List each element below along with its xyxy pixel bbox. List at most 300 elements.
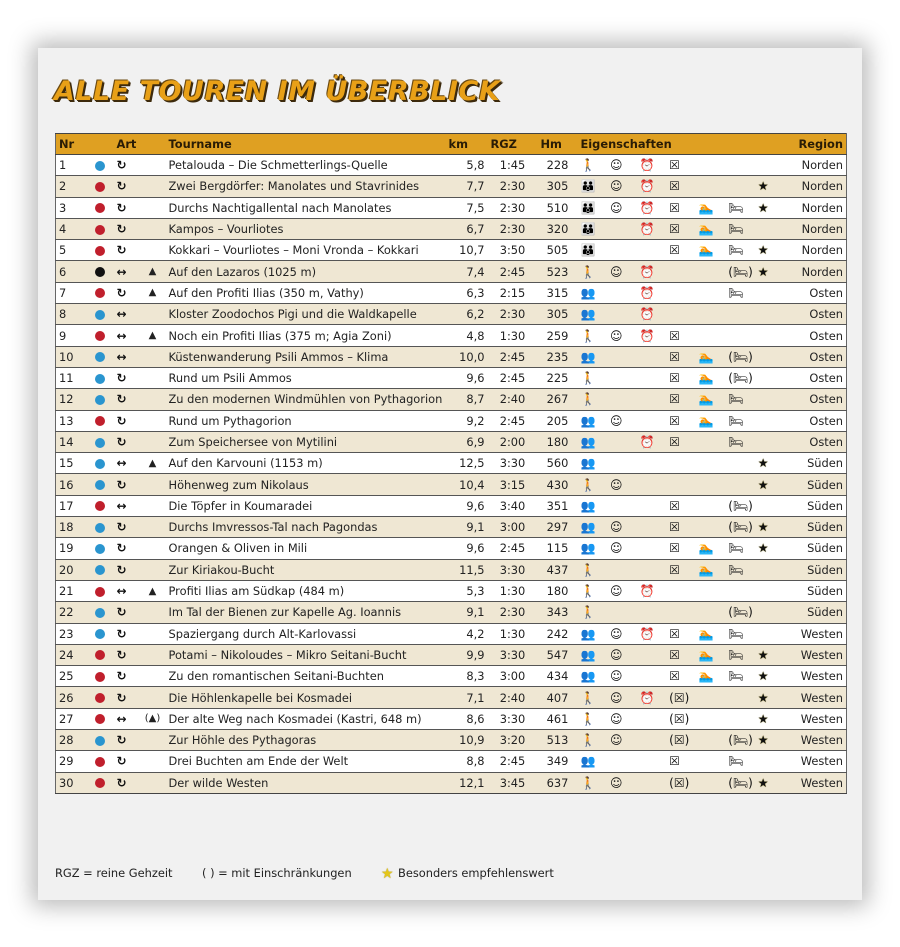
- view-icon: ☺: [610, 179, 623, 194]
- cell-km: 8,8: [446, 751, 488, 772]
- table-row: [56, 367, 847, 388]
- difficulty-dot-icon: [95, 438, 105, 448]
- one-way-route-icon: ↔: [116, 498, 127, 513]
- cell-difficulty: [86, 282, 114, 303]
- cell-hm: 407: [538, 687, 578, 708]
- cell-eigenschaften: [578, 538, 783, 559]
- cell-km: 9,6: [446, 495, 488, 516]
- cell-eigenschaften: [578, 708, 783, 729]
- loop-route-icon: ↻: [116, 285, 127, 300]
- view-icon: ☺: [610, 413, 623, 428]
- star-icon: ★: [381, 866, 394, 882]
- cell-summit: [140, 772, 166, 793]
- cell-km: 6,7: [446, 218, 488, 239]
- cell-km: 10,0: [446, 346, 488, 367]
- cell-rgz: 3:50: [488, 240, 538, 261]
- loop-route-icon: ↻: [116, 243, 127, 258]
- cell-nr: 3: [56, 197, 86, 218]
- cell-tourname: Noch ein Profiti Ilias (375 m; Agia Zoni): [166, 325, 446, 346]
- cell-region: Osten: [783, 282, 847, 303]
- cell-km: 8,6: [446, 708, 488, 729]
- loop-route-icon: ↻: [116, 626, 127, 641]
- cell-km: 4,2: [446, 623, 488, 644]
- cell-eigenschaften: [578, 389, 783, 410]
- cell-art: [114, 453, 140, 474]
- cell-region: Westen: [783, 666, 847, 687]
- cell-km: 9,2: [446, 410, 488, 431]
- col-tourname: Tourname: [166, 134, 446, 155]
- cell-summit: [140, 218, 166, 239]
- cell-tourname: Kloster Zoodochos Pigi und die Waldkapelle: [166, 304, 446, 325]
- cell-hm: 180: [538, 580, 578, 601]
- cell-art: [114, 240, 140, 261]
- cell-eigenschaften: [578, 261, 783, 282]
- table-row: [56, 708, 847, 729]
- cell-summit: [140, 559, 166, 580]
- page-title: ALLE TOUREN IM ÜBERBLICK: [54, 76, 501, 107]
- no-shade-icon: ☒: [669, 243, 680, 258]
- difficulty-dot-icon: [95, 587, 105, 597]
- cell-region: Süden: [783, 453, 847, 474]
- cell-nr: 24: [56, 644, 86, 665]
- group-hikers-icon: 👥: [580, 307, 596, 322]
- difficulty-dot-icon: [95, 714, 105, 724]
- cell-region: Norden: [783, 240, 847, 261]
- loop-route-icon: ↻: [116, 647, 127, 662]
- hiker-icon: 🚶: [580, 328, 596, 343]
- loop-route-icon: ↻: [116, 435, 127, 449]
- cell-rgz: 2:45: [488, 751, 538, 772]
- cell-summit: [140, 240, 166, 261]
- cell-eigenschaften: [578, 282, 783, 303]
- group-hikers-icon: 👥: [580, 520, 596, 535]
- cell-eigenschaften: [578, 197, 783, 218]
- difficulty-dot-icon: [95, 650, 105, 660]
- cell-km: 10,4: [446, 474, 488, 495]
- accommodation-icon: 🛏: [728, 435, 744, 449]
- difficulty-dot-icon: [95, 416, 105, 426]
- alarm-clock-icon: ⏰: [639, 285, 655, 300]
- table-row: [56, 559, 847, 580]
- table-row: [56, 240, 847, 261]
- view-icon: ☺: [610, 584, 623, 599]
- view-icon: ☺: [610, 775, 623, 790]
- cell-nr: 23: [56, 623, 86, 644]
- star-icon: ★: [757, 711, 769, 726]
- cell-hm: 225: [538, 367, 578, 388]
- col-art: Art: [114, 134, 140, 155]
- cell-region: Süden: [783, 602, 847, 623]
- cell-summit: [140, 517, 166, 538]
- cell-art: [114, 304, 140, 325]
- cell-tourname: Im Tal der Bienen zur Kapelle Ag. Ioannis: [166, 602, 446, 623]
- cell-eigenschaften: [578, 751, 783, 772]
- no-shade-icon: ☒: [669, 413, 680, 428]
- alarm-clock-icon: ⏰: [639, 584, 655, 599]
- cell-km: 9,1: [446, 517, 488, 538]
- loop-route-icon: ↻: [116, 477, 127, 492]
- swimming-icon: 🏊: [698, 222, 714, 237]
- cell-rgz: 2:45: [488, 261, 538, 282]
- cell-difficulty: [86, 538, 114, 559]
- cell-hm: 267: [538, 389, 578, 410]
- cell-nr: 28: [56, 730, 86, 751]
- cell-summit: [140, 346, 166, 367]
- cell-summit: [140, 751, 166, 772]
- difficulty-dot-icon: [95, 182, 105, 192]
- cell-art: [114, 218, 140, 239]
- accommodation-icon: 🛏: [728, 541, 744, 556]
- cell-summit: ▲: [140, 580, 166, 601]
- cell-art: [114, 687, 140, 708]
- cell-eigenschaften: [578, 517, 783, 538]
- cell-rgz: 2:30: [488, 602, 538, 623]
- hiker-icon: 🚶: [580, 733, 596, 748]
- no-shade-icon: ☒: [669, 669, 680, 684]
- cell-km: 12,1: [446, 772, 488, 793]
- no-shade-icon: ☒: [669, 392, 680, 407]
- cell-eigenschaften: [578, 474, 783, 495]
- difficulty-dot-icon: [95, 203, 105, 213]
- cell-rgz: 2:00: [488, 431, 538, 452]
- cell-summit: [140, 687, 166, 708]
- swimming-icon: 🏊: [698, 413, 714, 428]
- cell-tourname: Zu den romantischen Seitani-Buchten: [166, 666, 446, 687]
- tours-table: [55, 133, 847, 794]
- cell-summit: [140, 197, 166, 218]
- cell-art: [114, 666, 140, 687]
- cell-hm: 430: [538, 474, 578, 495]
- table-row: [56, 687, 847, 708]
- cell-tourname: Drei Buchten am Ende der Welt: [166, 751, 446, 772]
- cell-summit: [140, 602, 166, 623]
- cell-difficulty: [86, 176, 114, 197]
- group-hikers-icon: 👥: [580, 413, 596, 428]
- cell-km: 6,3: [446, 282, 488, 303]
- alarm-clock-icon: ⏰: [639, 690, 655, 705]
- accommodation-icon: (🛏): [728, 520, 753, 535]
- cell-difficulty: [86, 602, 114, 623]
- group-hikers-icon: 👪: [580, 200, 596, 215]
- table-row: [56, 602, 847, 623]
- cell-nr: 22: [56, 602, 86, 623]
- cell-tourname: Rund um Pythagorion: [166, 410, 446, 431]
- table-row: [56, 751, 847, 772]
- cell-rgz: 3:20: [488, 730, 538, 751]
- cell-region: Osten: [783, 410, 847, 431]
- view-icon: ☺: [610, 626, 623, 641]
- no-shade-icon: ☒: [669, 541, 680, 556]
- cell-difficulty: [86, 389, 114, 410]
- cell-eigenschaften: [578, 687, 783, 708]
- cell-art: [114, 367, 140, 388]
- table-row: [56, 346, 847, 367]
- cell-art: [114, 495, 140, 516]
- accommodation-icon: 🛏: [728, 392, 744, 407]
- cell-rgz: 3:15: [488, 474, 538, 495]
- cell-hm: 228: [538, 155, 578, 176]
- group-hikers-icon: 👥: [580, 669, 596, 684]
- cell-eigenschaften: [578, 176, 783, 197]
- cell-region: Süden: [783, 517, 847, 538]
- difficulty-dot-icon: [95, 565, 105, 575]
- cell-km: 4,8: [446, 325, 488, 346]
- difficulty-dot-icon: [95, 480, 105, 490]
- star-icon: ★: [757, 200, 769, 215]
- cell-nr: 16: [56, 474, 86, 495]
- cell-difficulty: [86, 666, 114, 687]
- cell-difficulty: [86, 367, 114, 388]
- cell-tourname: Der alte Weg nach Kosmadei (Kastri, 648 m): [166, 708, 446, 729]
- cell-tourname: Die Töpfer in Koumaradei: [166, 495, 446, 516]
- view-icon: ☺: [610, 328, 623, 343]
- cell-art: [114, 730, 140, 751]
- no-shade-icon: ☒: [669, 371, 680, 386]
- cell-difficulty: [86, 495, 114, 516]
- view-icon: ☺: [610, 520, 623, 535]
- difficulty-dot-icon: [95, 246, 105, 256]
- group-hikers-icon: 👥: [580, 647, 596, 662]
- cell-tourname: Die Höhlenkapelle bei Kosmadei: [166, 687, 446, 708]
- star-icon: ★: [757, 243, 769, 258]
- cell-difficulty: [86, 474, 114, 495]
- cell-eigenschaften: [578, 495, 783, 516]
- star-icon: ★: [757, 456, 769, 471]
- table-row: [56, 580, 847, 601]
- cell-tourname: Potami – Nikoloudes – Mikro Seitani-Bucht: [166, 644, 446, 665]
- cell-eigenschaften: [578, 410, 783, 431]
- table-row: [56, 623, 847, 644]
- accommodation-icon: (🛏): [728, 371, 753, 386]
- cell-rgz: 3:30: [488, 559, 538, 580]
- cell-tourname: Auf den Profiti Ilias (350 m, Vathy): [166, 282, 446, 303]
- table-row: [56, 644, 847, 665]
- cell-rgz: 2:45: [488, 410, 538, 431]
- cell-tourname: Auf den Karvouni (1153 m): [166, 453, 446, 474]
- col-km: km: [446, 134, 488, 155]
- cell-region: Süden: [783, 474, 847, 495]
- cell-summit: [140, 389, 166, 410]
- cell-nr: 27: [56, 708, 86, 729]
- accommodation-icon: 🛏: [728, 285, 744, 300]
- cell-hm: 320: [538, 218, 578, 239]
- cell-km: 6,2: [446, 304, 488, 325]
- alarm-clock-icon: ⏰: [639, 179, 655, 194]
- cell-region: Süden: [783, 538, 847, 559]
- accommodation-icon: (🛏): [728, 733, 753, 748]
- cell-art: [114, 517, 140, 538]
- cell-region: Westen: [783, 751, 847, 772]
- table-row: [56, 176, 847, 197]
- view-icon: ☺: [610, 733, 623, 748]
- star-icon: ★: [757, 477, 769, 492]
- cell-eigenschaften: [578, 346, 783, 367]
- table-row: [56, 495, 847, 516]
- cell-art: [114, 538, 140, 559]
- cell-difficulty: [86, 772, 114, 793]
- star-icon: ★: [757, 541, 769, 556]
- difficulty-dot-icon: [95, 267, 105, 277]
- loop-route-icon: ↻: [116, 413, 127, 428]
- loop-route-icon: ↻: [116, 754, 127, 769]
- cell-summit: [140, 431, 166, 452]
- alarm-clock-icon: ⏰: [639, 200, 655, 215]
- cell-tourname: Profiti Ilias am Südkap (484 m): [166, 580, 446, 601]
- cell-hm: 235: [538, 346, 578, 367]
- cell-km: 9,6: [446, 367, 488, 388]
- no-shade-icon: ☒: [669, 222, 680, 237]
- cell-hm: 513: [538, 730, 578, 751]
- one-way-route-icon: ↔: [116, 711, 127, 726]
- cell-art: [114, 623, 140, 644]
- cell-hm: 505: [538, 240, 578, 261]
- table-row: [56, 389, 847, 410]
- one-way-route-icon: ↔: [116, 328, 127, 343]
- cell-difficulty: [86, 708, 114, 729]
- no-shade-icon: ☒: [669, 179, 680, 194]
- cell-hm: 305: [538, 304, 578, 325]
- cell-rgz: 2:30: [488, 218, 538, 239]
- no-shade-icon: ☒: [669, 520, 680, 535]
- hiker-icon: 🚶: [580, 690, 596, 705]
- cell-region: Westen: [783, 772, 847, 793]
- cell-hm: 242: [538, 623, 578, 644]
- swimming-icon: 🏊: [698, 371, 714, 386]
- cell-rgz: 3:30: [488, 708, 538, 729]
- cell-rgz: 2:30: [488, 176, 538, 197]
- hiker-icon: 🚶: [580, 392, 596, 407]
- overview-card: [38, 48, 862, 900]
- cell-summit: ▲: [140, 261, 166, 282]
- swimming-icon: 🏊: [698, 243, 714, 258]
- hiker-icon: 🚶: [580, 711, 596, 726]
- cell-difficulty: [86, 197, 114, 218]
- cell-tourname: Durchs Nachtigallental nach Manolates: [166, 197, 446, 218]
- group-hikers-icon: 👥: [580, 541, 596, 556]
- cell-hm: 434: [538, 666, 578, 687]
- cell-nr: 15: [56, 453, 86, 474]
- difficulty-dot-icon: [95, 757, 105, 767]
- cell-eigenschaften: [578, 218, 783, 239]
- cell-hm: 547: [538, 644, 578, 665]
- table-row: [56, 197, 847, 218]
- cell-rgz: 3:30: [488, 644, 538, 665]
- loop-route-icon: ↻: [116, 541, 127, 556]
- cell-nr: 11: [56, 367, 86, 388]
- cell-hm: 297: [538, 517, 578, 538]
- difficulty-dot-icon: [95, 395, 105, 405]
- no-shade-icon: ☒: [669, 498, 680, 513]
- group-hikers-icon: 👥: [580, 754, 596, 769]
- swimming-icon: 🏊: [698, 626, 714, 641]
- no-shade-icon: ☒: [669, 158, 680, 173]
- cell-km: 6,9: [446, 431, 488, 452]
- cell-hm: 115: [538, 538, 578, 559]
- cell-tourname: Der wilde Westen: [166, 772, 446, 793]
- cell-nr: 21: [56, 580, 86, 601]
- cell-region: Norden: [783, 218, 847, 239]
- accommodation-icon: 🛏: [728, 647, 744, 662]
- cell-difficulty: [86, 751, 114, 772]
- cell-tourname: Küstenwanderung Psili Ammos – Klima: [166, 346, 446, 367]
- cell-region: Süden: [783, 495, 847, 516]
- accommodation-icon: 🛏: [728, 669, 744, 684]
- cell-hm: 351: [538, 495, 578, 516]
- cell-rgz: 3:00: [488, 517, 538, 538]
- star-icon: ★: [757, 264, 769, 279]
- cell-difficulty: [86, 431, 114, 452]
- view-icon: ☺: [610, 711, 623, 726]
- cell-nr: 13: [56, 410, 86, 431]
- cell-summit: [140, 304, 166, 325]
- cell-nr: 25: [56, 666, 86, 687]
- cell-summit: [140, 367, 166, 388]
- table-row: [56, 538, 847, 559]
- difficulty-dot-icon: [95, 672, 105, 682]
- alarm-clock-icon: ⏰: [639, 158, 655, 173]
- cell-art: [114, 431, 140, 452]
- cell-eigenschaften: [578, 453, 783, 474]
- cell-eigenschaften: [578, 367, 783, 388]
- cell-region: Osten: [783, 304, 847, 325]
- loop-route-icon: ↻: [116, 669, 127, 684]
- cell-region: Norden: [783, 261, 847, 282]
- cell-summit: [140, 538, 166, 559]
- cell-difficulty: [86, 325, 114, 346]
- cell-eigenschaften: [578, 155, 783, 176]
- difficulty-dot-icon: [95, 693, 105, 703]
- cell-region: Osten: [783, 367, 847, 388]
- cell-eigenschaften: [578, 325, 783, 346]
- swimming-icon: 🏊: [698, 392, 714, 407]
- difficulty-dot-icon: [95, 374, 105, 384]
- cell-hm: 349: [538, 751, 578, 772]
- star-icon: ★: [757, 520, 769, 535]
- cell-rgz: 1:45: [488, 155, 538, 176]
- cell-hm: 510: [538, 197, 578, 218]
- loop-route-icon: ↻: [116, 158, 127, 173]
- difficulty-dot-icon: [95, 310, 105, 320]
- cell-nr: 26: [56, 687, 86, 708]
- cell-km: 9,6: [446, 538, 488, 559]
- table-row: [56, 410, 847, 431]
- cell-rgz: 1:30: [488, 325, 538, 346]
- cell-km: 5,3: [446, 580, 488, 601]
- cell-tourname: Zur Höhle des Pythagoras: [166, 730, 446, 751]
- cell-nr: 5: [56, 240, 86, 261]
- no-shade-icon: ☒: [669, 328, 680, 343]
- cell-hm: 205: [538, 410, 578, 431]
- cell-difficulty: [86, 580, 114, 601]
- cell-region: Süden: [783, 580, 847, 601]
- one-way-route-icon: ↔: [116, 584, 127, 599]
- alarm-clock-icon: ⏰: [639, 626, 655, 641]
- one-way-route-icon: ↔: [116, 349, 127, 364]
- cell-km: 7,4: [446, 261, 488, 282]
- table-row: [56, 730, 847, 751]
- table-header: [56, 134, 847, 155]
- group-hikers-icon: 👥: [580, 285, 596, 300]
- cell-km: 7,7: [446, 176, 488, 197]
- cell-nr: 4: [56, 218, 86, 239]
- cell-km: 7,5: [446, 197, 488, 218]
- cell-nr: 7: [56, 282, 86, 303]
- view-icon: ☺: [610, 200, 623, 215]
- swimming-icon: 🏊: [698, 669, 714, 684]
- loop-route-icon: ↻: [116, 690, 127, 705]
- cell-difficulty: [86, 346, 114, 367]
- cell-hm: 637: [538, 772, 578, 793]
